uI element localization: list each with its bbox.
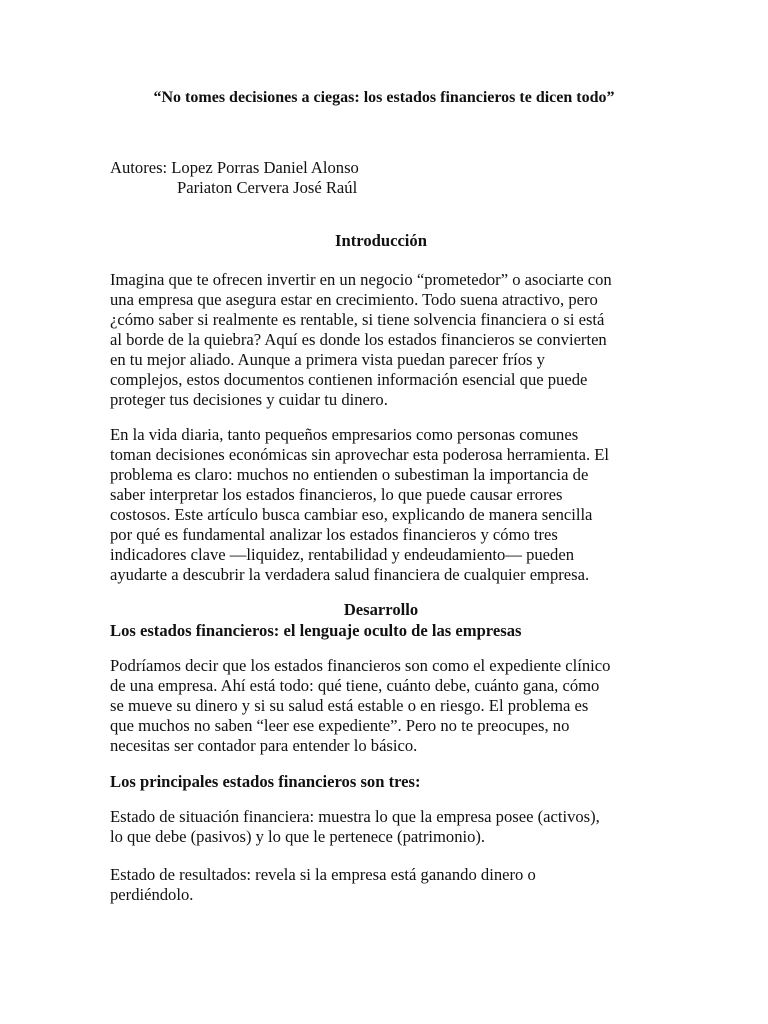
desarrollo-paragraph-1: [110, 656, 670, 756]
authors-block: [110, 158, 359, 198]
text-line: que muchos no saben “leer ese expediente”. Pero no te preocupes, no: [110, 716, 570, 735]
text-line: ayudarte a descubrir la verdadera salud financiera de cualquier empresa.: [110, 565, 590, 584]
authors-line-1: Autores: Lopez Porras Daniel Alonso: [110, 158, 359, 177]
text-line: problema es claro: muchos no entienden o subestiman la importancia de: [110, 465, 589, 484]
text-line: necesitas ser contador para entender lo básico.: [110, 736, 418, 755]
document-title: “No tomes decisiones a ciegas: los estados financieros te dicen todo”: [153, 89, 615, 106]
text-line: proteger tus decisiones y cuidar tu dinero.: [110, 390, 388, 409]
text-line: al borde de la quiebra? Aquí es donde los estados financieros se convierten: [110, 330, 607, 349]
text-line: Podríamos decir que los estados financieros son como el expediente clínico: [110, 656, 611, 675]
text-line: Estado de resultados: revela si la empresa está ganando dinero o: [110, 865, 536, 884]
text-line: Imagina que te ofrecen invertir en un negocio “prometedor” o asociarte con: [110, 270, 612, 289]
text-line: una empresa que asegura estar en crecimiento. Todo suena atractivo, pero: [110, 290, 598, 309]
text-line: saber interpretar los estados financieros, lo que puede causar errores: [110, 485, 563, 504]
text-line: costosos. Este artículo busca cambiar eso, explicando de manera sencilla: [110, 505, 593, 524]
text-line: se mueve su dinero y si su salud está estable o en riesgo. El problema es: [110, 696, 589, 715]
authors-line-2: Pariaton Cervera José Raúl: [177, 178, 358, 197]
text-line: En la vida diaria, tanto pequeños empresarios como personas comunes: [110, 425, 579, 444]
text-line: perdiéndolo.: [110, 885, 194, 904]
principales-heading: Los principales estados financieros son tres:: [110, 772, 421, 791]
text-line: toman decisiones económicas sin aprovechar esta poderosa herramienta. El: [110, 445, 610, 464]
text-line: por qué es fundamental analizar los estados financieros y cómo tres: [110, 525, 558, 544]
text-line: indicadores clave —liquidez, rentabilidad y endeudamiento— pueden: [110, 545, 575, 564]
text-line: en tu mejor aliado. Aunque a primera vista puedan parecer fríos y: [110, 350, 545, 369]
text-line: de una empresa. Ahí está todo: qué tiene, cuánto debe, cuánto gana, cómo: [110, 676, 600, 695]
introduccion-paragraph-2: [110, 425, 670, 585]
desarrollo-heading: Desarrollo: [343, 600, 419, 619]
estado-situacion-paragraph: [110, 807, 670, 847]
text-line: complejos, estos documentos contienen información esencial que puede: [110, 370, 588, 389]
estado-resultados-paragraph: [110, 865, 670, 905]
introduccion-heading: Introducción: [335, 231, 427, 250]
text-line: lo que debe (pasivos) y lo que le pertenece (patrimonio).: [110, 827, 486, 846]
introduccion-paragraph-1: [110, 270, 670, 410]
text-line: ¿cómo saber si realmente es rentable, si tiene solvencia financiera o si está: [110, 310, 605, 329]
desarrollo-subheading: Los estados financieros: el lenguaje oculto de las empresas: [110, 621, 522, 640]
text-line: Estado de situación financiera: muestra lo que la empresa posee (activos),: [110, 807, 600, 826]
